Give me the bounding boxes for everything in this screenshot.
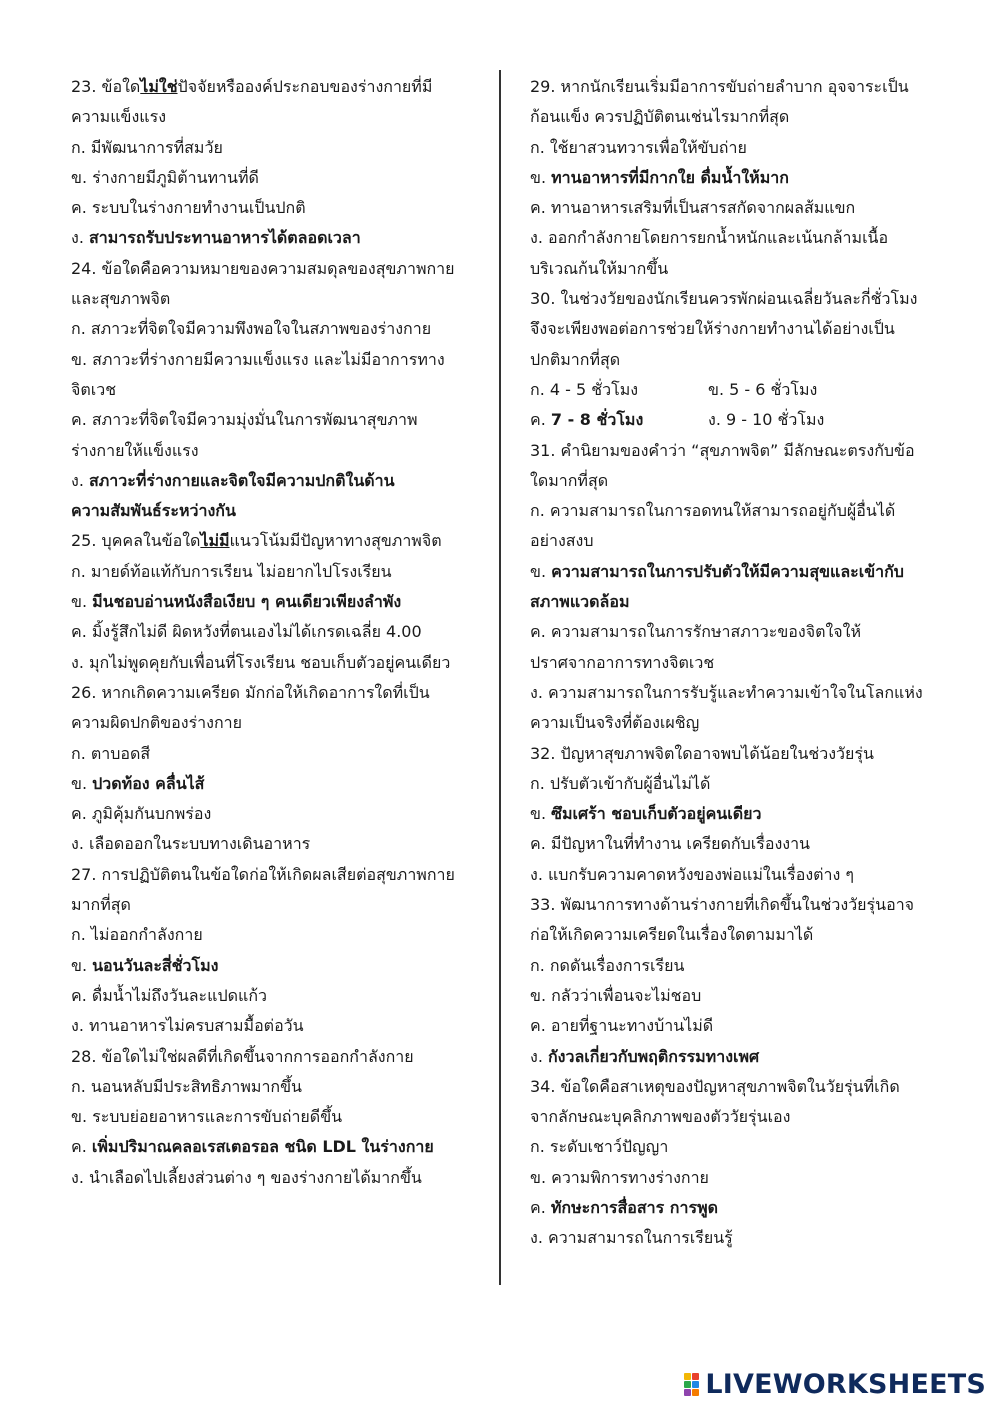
text-line bbox=[71, 133, 481, 163]
line-text: 30. ในช่วงวัยของนักเรียนควรพักผ่อนเฉลี่ยวันละกี่ชั่วโมง bbox=[530, 289, 918, 309]
line-text: ค. bbox=[530, 410, 551, 430]
answer-text: นอนวันละสี่ชั่วโมง bbox=[92, 955, 219, 975]
line-text: ง. ทานอาหารไม่ครบสามมื้อต่อวัน bbox=[71, 1016, 304, 1036]
line-text: ความผิดปกติของร่างกาย bbox=[71, 713, 243, 733]
text-line bbox=[71, 648, 481, 678]
text-line bbox=[530, 648, 940, 678]
text-line bbox=[71, 557, 481, 587]
text-line bbox=[71, 1132, 481, 1162]
left-column bbox=[71, 72, 481, 1193]
text-line bbox=[71, 920, 481, 950]
line-text: อย่างสงบ bbox=[530, 531, 594, 551]
line-text: ข. bbox=[530, 804, 552, 824]
option-cell bbox=[530, 375, 708, 405]
option-cell bbox=[708, 375, 886, 405]
line-text: มากที่สุด bbox=[71, 895, 131, 915]
text-line bbox=[71, 617, 481, 647]
text-line bbox=[71, 436, 481, 466]
line-text: ปัจจัยหรือองค์ประกอบของร่างกายที่มี bbox=[177, 77, 433, 96]
line-text: ก. ระดับเชาว์ปัญญา bbox=[530, 1137, 669, 1157]
answer-text: ไม่ใช่ bbox=[140, 77, 178, 96]
text-line bbox=[71, 102, 481, 132]
text-line bbox=[530, 193, 940, 223]
text-line bbox=[530, 254, 940, 284]
line-text: 25. บุคคลในข้อใด bbox=[71, 531, 201, 551]
text-line bbox=[71, 951, 481, 981]
text-line bbox=[71, 193, 481, 223]
text-line bbox=[71, 284, 481, 314]
line-text: ง. 9 - 10 ชั่วโมง bbox=[708, 410, 825, 430]
text-line bbox=[530, 1011, 940, 1041]
text-line bbox=[530, 890, 940, 920]
text-line bbox=[71, 1102, 481, 1132]
text-line bbox=[530, 829, 940, 859]
text-line bbox=[530, 436, 940, 466]
line-text: 29. หากนักเรียนเริ่มมีอาการขับถ่ายลำบาก อุจจาระเป็น bbox=[530, 77, 909, 96]
text-line bbox=[71, 375, 481, 405]
text-line bbox=[530, 587, 940, 617]
line-text: ก. ปรับตัวเข้ากับผู้อื่นไม่ได้ bbox=[530, 773, 711, 793]
line-text: ง. ออกกำลังกายโดยการยกน้ำหนักและเน้นกล้ามเนื้อ bbox=[530, 228, 889, 248]
text-line bbox=[71, 1011, 481, 1041]
line-text: ค. ระบบในร่างกายทำงานเป็นปกติ bbox=[71, 198, 306, 218]
line-text: 34. ข้อใดคือสาเหตุของปัญหาสุขภาพจิตในวัยรุ่นที่เกิด bbox=[530, 1076, 900, 1096]
answer-text: สามารถรับประทานอาหารได้ตลอดเวลา bbox=[88, 228, 361, 248]
line-text: ง. แบกรับความคาดหวังของพ่อแม่ในเรื่องต่าง ๆ bbox=[530, 864, 855, 884]
text-line bbox=[71, 526, 481, 556]
line-text: ข. bbox=[530, 167, 552, 187]
option-row bbox=[530, 375, 940, 405]
line-text: ข. bbox=[71, 955, 93, 975]
line-text: แนวโน้มมีปัญหาทางสุขภาพจิต bbox=[229, 531, 442, 551]
logo-square bbox=[684, 1373, 691, 1380]
right-column bbox=[530, 72, 940, 1254]
text-line bbox=[71, 314, 481, 344]
line-text: ง. ความสามารถในการเรียนรู้ bbox=[530, 1228, 733, 1248]
line-text: ค. อายที่ฐานะทางบ้านไม่ดี bbox=[530, 1016, 714, 1036]
text-line bbox=[530, 102, 940, 132]
text-line bbox=[71, 1163, 481, 1193]
text-line bbox=[530, 133, 940, 163]
line-text: ข. สภาวะที่ร่างกายมีความแข็งแรง และไม่มีอาการทาง bbox=[71, 349, 445, 369]
line-text: 28. ข้อใดไม่ใช่ผลดีที่เกิดขึ้นจากการออกกำลังกาย bbox=[71, 1046, 414, 1066]
line-text: ง. bbox=[530, 1046, 548, 1066]
text-line bbox=[530, 951, 940, 981]
line-text: ง. มุกไม่พูดคุยกับเพื่อนที่โรงเรียน ชอบเก็บตัวอยู่คนเดียว bbox=[71, 652, 451, 672]
text-line bbox=[530, 163, 940, 193]
text-line bbox=[530, 860, 940, 890]
text-line bbox=[71, 678, 481, 708]
line-text: 31. คำนิยามของคำว่า “สุขภาพจิต” มีลักษณะตรงกับข้อ bbox=[530, 440, 915, 460]
logo-square bbox=[684, 1381, 691, 1388]
line-text: ง. ความสามารถในการรับรู้และทำความเข้าใจในโลกแห่ง bbox=[530, 682, 923, 702]
line-text: ร่างกายให้แข็งแรง bbox=[71, 440, 199, 460]
text-line bbox=[530, 345, 940, 375]
text-line bbox=[71, 799, 481, 829]
text-line bbox=[71, 254, 481, 284]
line-text: ข. ความพิการทางร่างกาย bbox=[530, 1167, 709, 1187]
text-line bbox=[530, 1132, 940, 1162]
line-text: ก. ตาบอดสี bbox=[71, 743, 151, 763]
text-line bbox=[71, 890, 481, 920]
line-text: ค. ดื่มน้ำไม่ถึงวันละแปดแก้ว bbox=[71, 985, 267, 1005]
line-text: ก. นอนหลับมีประสิทธิภาพมากขึ้น bbox=[71, 1076, 302, 1096]
line-text: 23. ข้อใด bbox=[71, 77, 141, 96]
line-text: ค. มีปัญหาในที่ทำงาน เครียดกับเรื่องงาน bbox=[530, 834, 810, 854]
line-text: 24. ข้อใดคือความหมายของความสมดุลของสุขภาพกาย bbox=[71, 258, 455, 278]
line-text: ค. bbox=[530, 1197, 551, 1217]
text-line bbox=[71, 1042, 481, 1072]
text-line bbox=[530, 223, 940, 253]
option-cell bbox=[530, 405, 708, 435]
text-line bbox=[71, 860, 481, 890]
answer-text: ซึมเศร้า ชอบเก็บตัวอยู่คนเดียว bbox=[551, 804, 762, 824]
line-text: ก. 4 - 5 ชั่วโมง bbox=[530, 379, 639, 399]
line-text: จึงจะเพียงพอต่อการช่วยให้ร่างกายทำงานได้อย่างเป็น bbox=[530, 319, 895, 339]
answer-text: ทานอาหารที่มีกากใย ดื่มน้ำให้มาก bbox=[551, 167, 789, 187]
text-line bbox=[530, 1163, 940, 1193]
logo-square bbox=[692, 1381, 699, 1388]
text-line bbox=[71, 587, 481, 617]
line-text: ง. เลือดออกในระบบทางเดินอาหาร bbox=[71, 834, 311, 854]
line-text: ก. มายด์ท้อแท้กับการเรียน ไม่อยากไปโรงเรียน bbox=[71, 561, 392, 581]
line-text: ค. ภูมิคุ้มกันบกพร่อง bbox=[71, 804, 212, 824]
text-line bbox=[71, 223, 481, 253]
line-text: ก. มีพัฒนาการที่สมวัย bbox=[71, 137, 223, 157]
logo-square bbox=[692, 1373, 699, 1380]
line-text: ข. bbox=[71, 592, 93, 612]
line-text: ข. bbox=[530, 561, 552, 581]
column-divider bbox=[499, 70, 501, 1285]
line-text: 26. หากเกิดความเครียด มักก่อให้เกิดอาการใดที่เป็น bbox=[71, 682, 430, 702]
text-line bbox=[71, 72, 481, 102]
footer-brand bbox=[684, 1369, 986, 1400]
line-text: ค. สภาวะที่จิตใจมีความมุ่งมั่นในการพัฒนาสุขภาพ bbox=[71, 410, 418, 430]
text-line bbox=[530, 799, 940, 829]
text-line bbox=[71, 769, 481, 799]
answer-text: สภาพแวดล้อม bbox=[530, 592, 630, 612]
text-line bbox=[71, 163, 481, 193]
line-text: ค. ทานอาหารเสริมที่เป็นสารสกัดจากผลส้มแขก bbox=[530, 198, 856, 218]
line-text: บริเวณก้นให้มากขึ้น bbox=[530, 258, 669, 278]
answer-text: สภาวะที่ร่างกายและจิตใจมีความปกติในด้าน bbox=[88, 470, 395, 490]
line-text: และสุขภาพจิต bbox=[71, 289, 171, 309]
line-text: ความแข็งแรง bbox=[71, 107, 166, 127]
text-line bbox=[530, 1042, 940, 1072]
line-text: ง. bbox=[71, 470, 89, 490]
text-line bbox=[71, 739, 481, 769]
logo-square bbox=[684, 1389, 691, 1396]
line-text: ก. สภาวะที่จิตใจมีความพึงพอใจในสภาพของร่างกาย bbox=[71, 319, 432, 339]
line-text: ความเป็นจริงที่ต้องเผชิญ bbox=[530, 713, 700, 733]
line-text: ก. ไม่ออกกำลังกาย bbox=[71, 925, 203, 945]
answer-text: ทักษะการสื่อสาร การพูด bbox=[550, 1197, 719, 1217]
answer-text: มีนชอบอ่านหนังสือเงียบ ๆ คนเดียวเพียงลำพัง bbox=[92, 592, 402, 612]
text-line bbox=[530, 981, 940, 1011]
line-text: ค. มิ้งรู้สึกไม่ดี ผิดหวังที่ตนเองไม่ได้เกรดเฉลี่ย 4.00 bbox=[71, 622, 422, 642]
text-line bbox=[530, 708, 940, 738]
liveworksheets-logo-icon bbox=[684, 1373, 699, 1396]
answer-text: กังวลเกี่ยวกับพฤติกรรมทางเพศ bbox=[547, 1046, 760, 1066]
line-text: ข. bbox=[71, 773, 93, 793]
line-text: ใดมากที่สุด bbox=[530, 470, 609, 490]
line-text: ก. กดดันเรื่องการเรียน bbox=[530, 955, 685, 975]
text-line bbox=[71, 496, 481, 526]
text-line bbox=[530, 1193, 940, 1223]
line-text: ง. bbox=[71, 228, 89, 248]
line-text: ก. ความสามารถในการอดทนให้สามารถอยู่กับผู้อื่นได้ bbox=[530, 501, 896, 521]
text-line bbox=[530, 617, 940, 647]
text-line bbox=[530, 1102, 940, 1132]
line-text: จากลักษณะบุคลิกภาพของตัววัยรุ่นเอง bbox=[530, 1107, 791, 1127]
line-text: ก. ใช้ยาสวนทวารเพื่อให้ขับถ่าย bbox=[530, 137, 747, 157]
text-line bbox=[530, 769, 940, 799]
line-text: ค. ความสามารถในการรักษาสภาวะของจิตใจให้ bbox=[530, 622, 862, 642]
text-line bbox=[530, 920, 940, 950]
logo-square bbox=[692, 1389, 699, 1396]
line-text: ง. นำเลือดไปเลี้ยงส่วนต่าง ๆ ของร่างกายได้มากขึ้น bbox=[71, 1167, 422, 1187]
text-line bbox=[530, 1072, 940, 1102]
text-line bbox=[530, 72, 940, 102]
line-text: 32. ปัญหาสุขภาพจิตใดอาจพบได้น้อยในช่วงวัยรุ่น bbox=[530, 743, 874, 763]
brand-text: LIVEWORKSHEETS bbox=[705, 1369, 986, 1400]
text-line bbox=[71, 1072, 481, 1102]
line-text: ก้อนแข็ง ควรปฏิบัติตนเช่นไรมากที่สุด bbox=[530, 107, 790, 127]
answer-text: 7 - 8 ชั่วโมง bbox=[550, 410, 644, 430]
option-cell bbox=[708, 405, 886, 435]
text-line bbox=[530, 496, 940, 526]
text-line bbox=[530, 1223, 940, 1253]
answer-text: ความสามารถในการปรับตัวให้มีความสุขและเข้ากับ bbox=[551, 561, 904, 581]
text-line bbox=[530, 284, 940, 314]
line-text: ข. ระบบย่อยอาหารและการขับถ่ายดีขึ้น bbox=[71, 1107, 343, 1127]
text-line bbox=[71, 345, 481, 375]
line-text: จิตเวช bbox=[71, 379, 117, 399]
text-line bbox=[530, 678, 940, 708]
line-text: ค. bbox=[71, 1137, 92, 1157]
text-line bbox=[71, 981, 481, 1011]
text-line bbox=[71, 466, 481, 496]
line-text: ปกติมากที่สุด bbox=[530, 349, 621, 369]
text-line bbox=[530, 739, 940, 769]
text-line bbox=[530, 526, 940, 556]
answer-text: ไม่มี bbox=[200, 531, 230, 551]
text-line bbox=[71, 405, 481, 435]
line-text: ข. ร่างกายมีภูมิต้านทานที่ดี bbox=[71, 167, 259, 187]
line-text: ข. 5 - 6 ชั่วโมง bbox=[708, 379, 818, 399]
line-text: 33. พัฒนาการทางด้านร่างกายที่เกิดขึ้นในช่วงวัยรุ่นอาจ bbox=[530, 895, 915, 915]
text-line bbox=[71, 829, 481, 859]
text-line bbox=[71, 708, 481, 738]
line-text: 27. การปฏิบัติตนในข้อใดก่อให้เกิดผลเสียต่อสุขภาพกาย bbox=[71, 864, 455, 884]
answer-text: ความสัมพันธ์ระหว่างกัน bbox=[71, 501, 236, 521]
text-line bbox=[530, 314, 940, 344]
line-text: ปราศจากอาการทางจิตเวช bbox=[530, 652, 715, 672]
line-text: ก่อให้เกิดความเครียดในเรื่องใดตามมาได้ bbox=[530, 925, 814, 945]
text-line bbox=[530, 466, 940, 496]
answer-text: ปวดท้อง คลื่นไส้ bbox=[92, 773, 205, 793]
line-text: ข. กลัวว่าเพื่อนจะไม่ชอบ bbox=[530, 985, 702, 1005]
answer-text: เพิ่มปริมาณคลอเรสเตอรอล ชนิด LDL ในร่างกาย bbox=[91, 1137, 434, 1157]
text-line bbox=[530, 557, 940, 587]
option-row bbox=[530, 405, 940, 435]
